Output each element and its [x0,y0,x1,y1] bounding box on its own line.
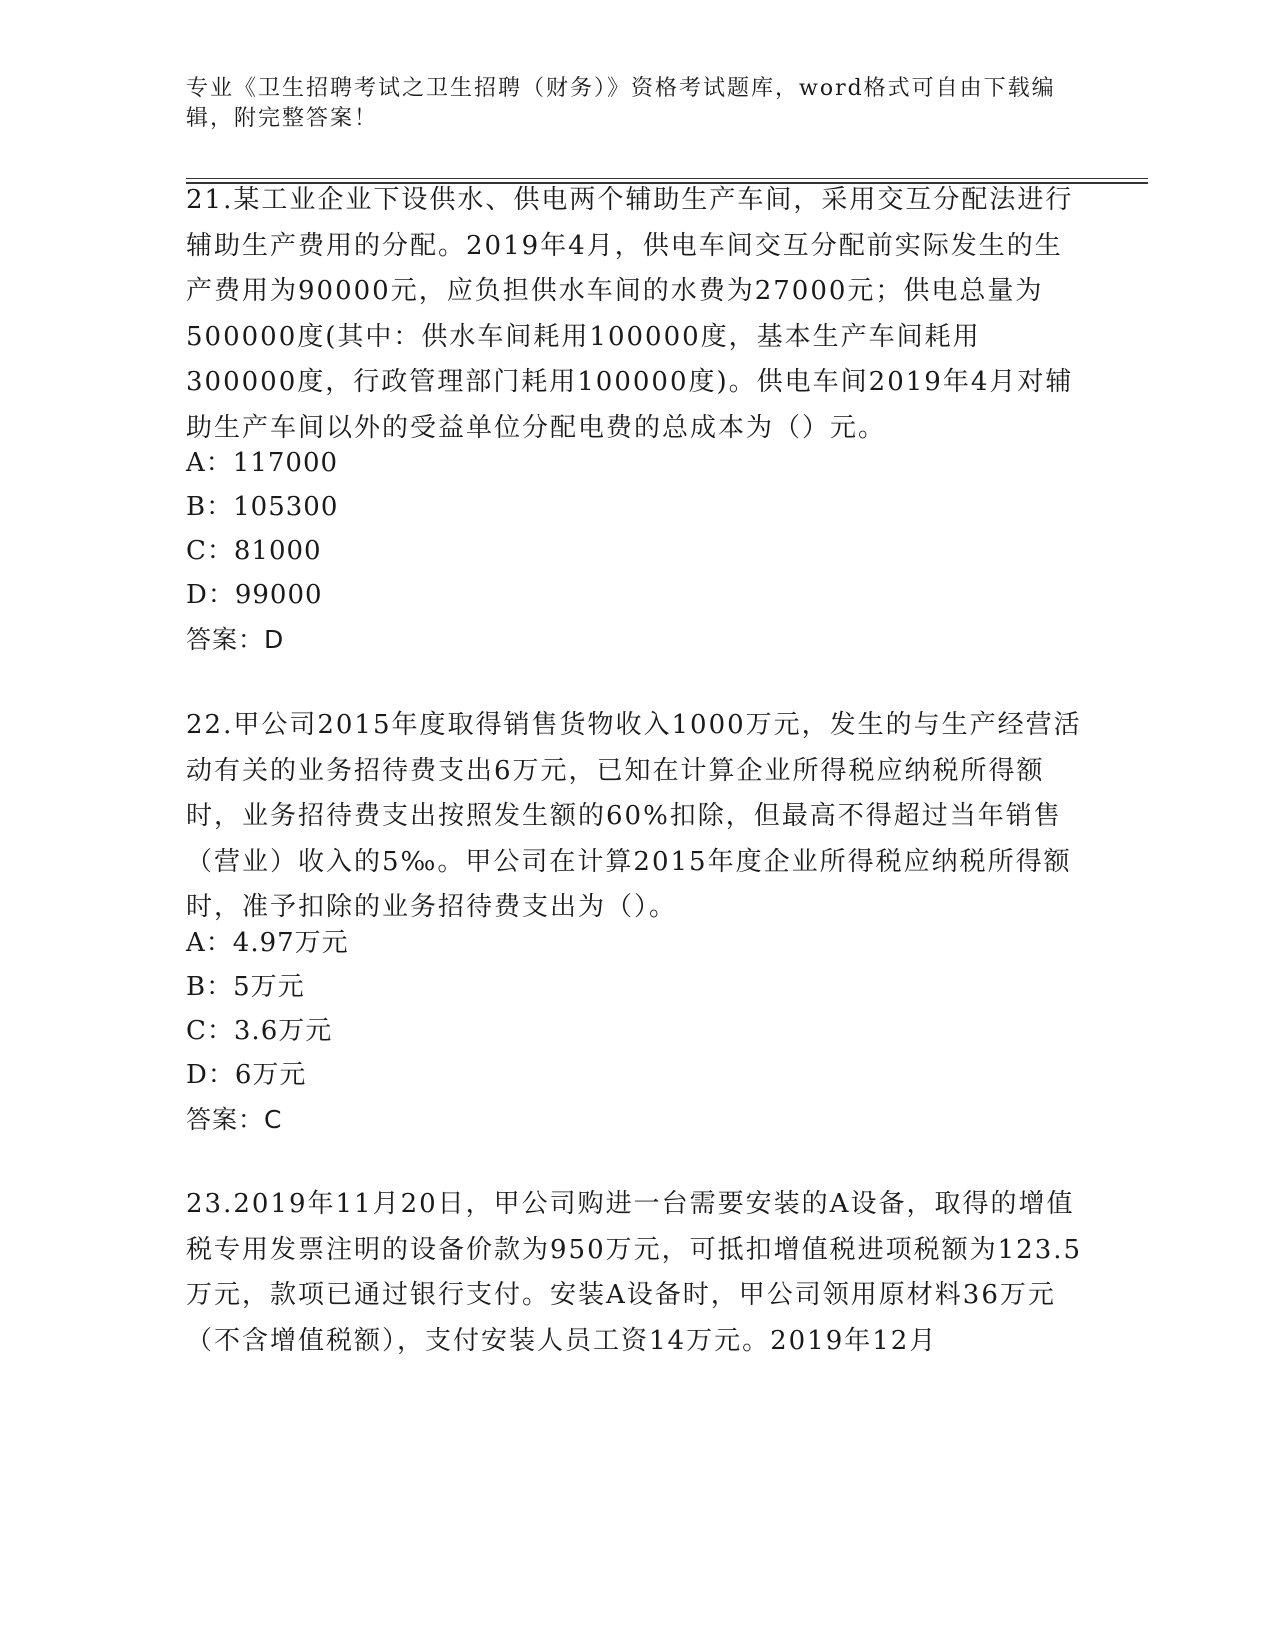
question-21-option-c: C：81000 [186,536,322,566]
page-header: 专业《卫生招聘考试之卫生招聘（财务）》资格考试题库，word格式可自由下载编辑，附完整答案！ [186,76,1056,131]
question-22-option-a: A：4.97万元 [186,928,349,958]
question-22-stem: 22.甲公司2015年度取得销售货物收入1000万元，发生的与生产经营活动有关的业务招待费支出6万元，已知在计算企业所得税应纳税所得额时，业务招待费支出按照发生额的60%扣除，但最高不得超过当年销售（营业）收入的5‰。甲公司在计算2015年度企业所得税应纳税所得额时，准予扣除的业务招待费支出为（）。 [186,710,1082,922]
question-22-option-d: D：6万元 [186,1060,307,1090]
question-22-option-b: B：5万元 [186,972,305,1002]
question-21-stem: 21.某工业企业下设供水、供电两个辅助生产车间，采用交互分配法进行辅助生产费用的分配。2019年4月，供电车间交互分配前实际发生的生产费用为90000元，应负担供水车间的水费为27000元；供电总量为500000度(其中：供水车间耗用100000度，基本生产车间耗用300000度，行政管理部门耗用100000度)。供电车间2019年4月对辅助生产车间以外的受益单位分配电费的总成本为（）元。 [186,185,1074,443]
question-21-option-a: A：117000 [186,448,339,478]
question-21-answer: 答案：D [186,625,285,654]
question-23-stem: 23.2019年11月20日，甲公司购进一台需要安装的A设备，取得的增值税专用发票注明的设备价款为950万元，可抵扣增值税进项税额为123.5万元，款项已通过银行支付。安装A设备时，甲公司领用原材料36万元（不含增值税额），支付安装人员工资14万元。2019年12月 [186,1189,1083,1356]
question-21-option-b: B：105300 [186,492,339,522]
question-21-option-d: D：99000 [186,580,323,610]
question-22-answer: 答案：C [186,1105,283,1134]
question-22-option-c: C：3.6万元 [186,1016,333,1046]
